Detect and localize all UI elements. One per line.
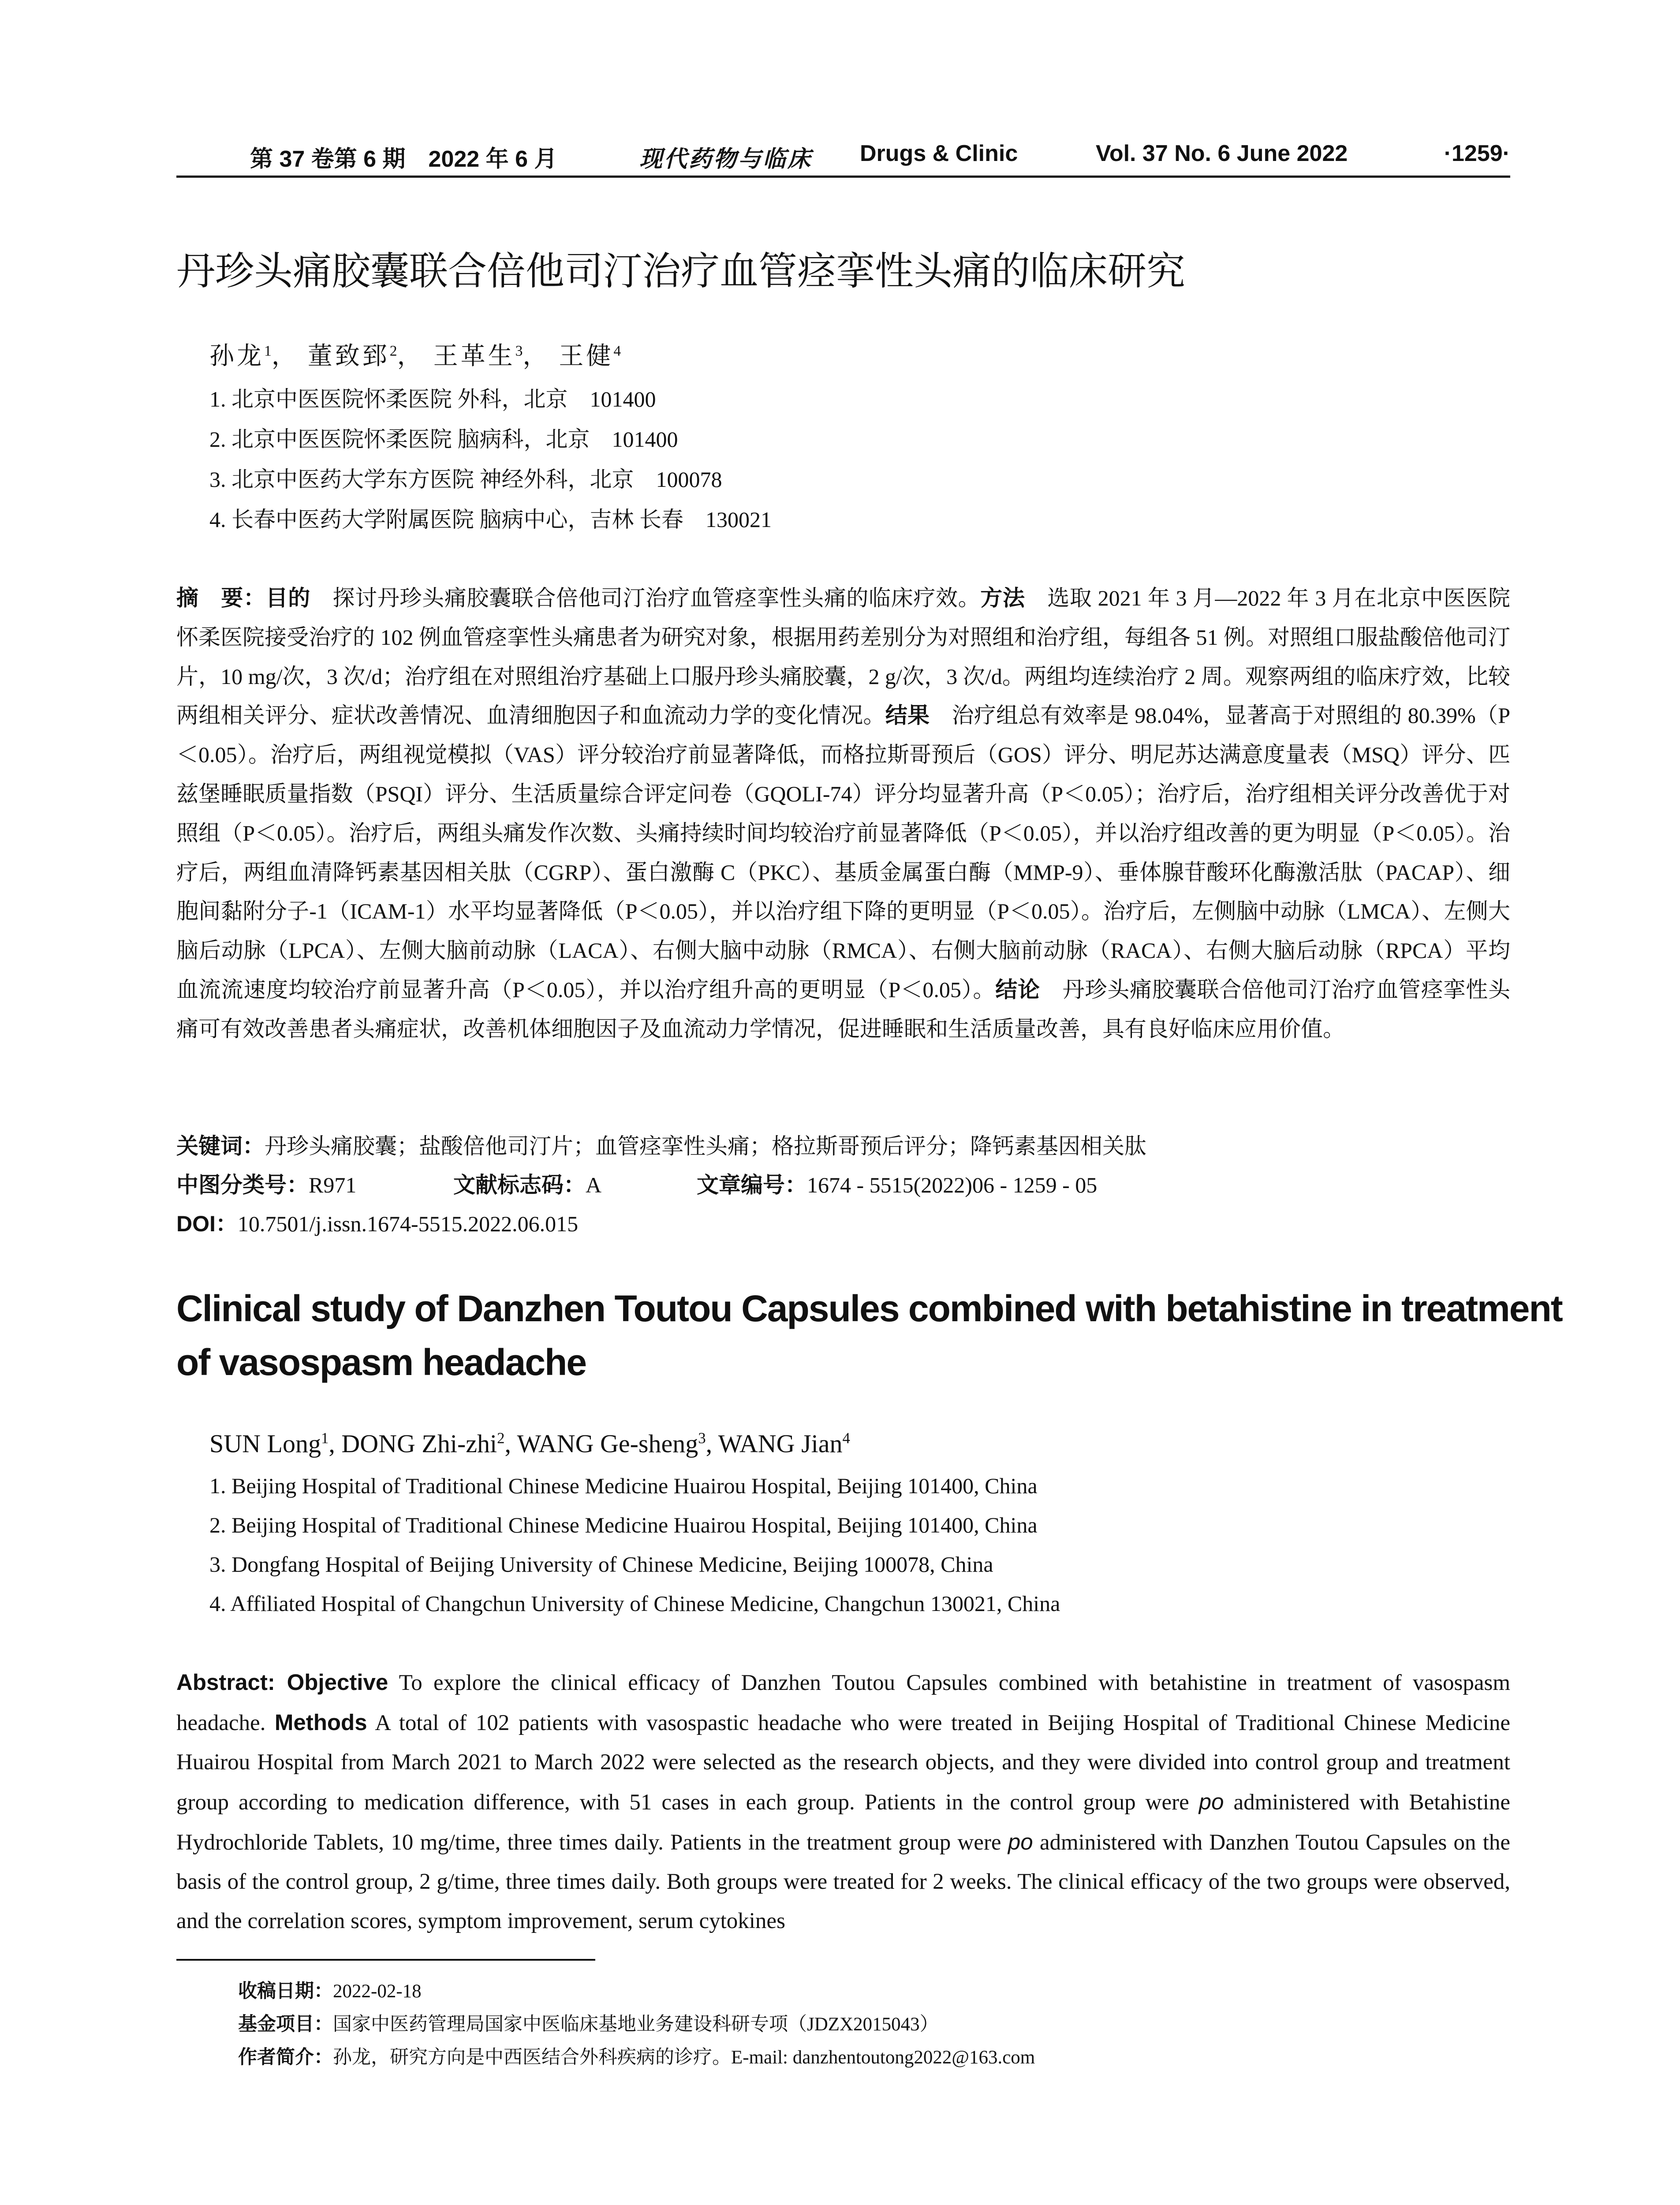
clc-label: 中图分类号： xyxy=(176,1173,309,1197)
footnote-rule xyxy=(176,1959,595,1961)
en-affiliation: 4. Affiliated Hospital of Changchun University of Chinese Medicine, Changchun 130021, China xyxy=(209,1591,1060,1616)
en-affiliation: 1. Beijing Hospital of Traditional Chinese Medicine Huairou Hospital, Beijing 101400, China xyxy=(209,1473,1038,1498)
journal-name-cn: 现代药物与临床 xyxy=(639,146,813,172)
cn-methods-text: 选取 2021 年 3 月—2022 年 3 月在北京中医医院怀柔医院接受治疗的 102 例血管痉挛性头痛患者为研究对象，根据用药差别分为对照组和治疗组，每组各 51 例。对照组口服盐酸倍他司汀片，10 mg/次，3 次/d；治疗组在对照组治疗基础上口服丹珍头痛胶囊，2 g/次，3 次/d。两组均连续治疗 2 周。观察两组的临床疗效，比较两组相关评分、症状改善情况、血清细胞因子和血流动力学的变化情况。 xyxy=(176,586,1511,728)
en-methods-text: A total of 102 patients with vasospastic headache who were treated in Beijing Hospital of Traditional Chinese Medicine Huairou Hospital from March 2021 to March 2022 were selected as the research objects, and they were divided into control group and treatment group according to medication difference, with 51 cases in each group. Patients in the control group were xyxy=(176,1711,1510,1815)
cn-author-sup: 1 xyxy=(264,343,272,359)
cn-abstract-label: 摘 要： xyxy=(176,586,266,610)
cn-title: 丹珍头痛胶囊联合倍他司汀治疗血管痉挛性头痛的临床研究 xyxy=(176,249,1186,293)
en-title xyxy=(176,1282,1562,1389)
en-author-sup: 2 xyxy=(497,1429,505,1447)
cn-authors: 孙龙$^1$， 董致郅$^2$， 王革生$^3$， 王健$^4$ xyxy=(209,343,621,370)
en-abstract-body xyxy=(176,1663,1510,1941)
en-objective-label: Objective xyxy=(287,1670,388,1695)
received-label: 收稿日期： xyxy=(238,1981,333,2002)
clc-code: R971 xyxy=(309,1173,357,1197)
cn-results-label: 结果 xyxy=(885,703,930,728)
page-number: ·1259· xyxy=(1444,141,1510,166)
classification-row xyxy=(176,1166,1510,1204)
volume-info: Vol. 37 No. 6 June 2022 xyxy=(1096,141,1348,166)
cn-conclusion-text: 丹珍头痛胶囊联合倍他司汀治疗血管痉挛性头痛可有效改善患者头痛症状，改善机体细胞因子及血流动力学情况，促进睡眠和生活质量改善，具有良好临床应用价值。 xyxy=(176,977,1511,1041)
route-po: po xyxy=(1198,1789,1224,1814)
cn-methods-label: 方法 xyxy=(980,586,1025,610)
author-value: 孙龙，研究方向是中西医结合外科疾病的诊疗。E-mail: danzhentoutong2022@163.com xyxy=(333,2047,1035,2068)
en-affiliation: 2. Beijing Hospital of Traditional Chinese Medicine Huairou Hospital, Beijing 101400, China xyxy=(209,1513,1038,1537)
cn-meta xyxy=(176,1127,1510,1243)
articleno: 1674 - 5515(2022)06 - 1259 - 05 xyxy=(807,1173,1098,1197)
en-author-sup: 3 xyxy=(698,1429,706,1447)
cn-conclusion-label: 结论 xyxy=(995,977,1040,1002)
cn-affiliation: 2. 北京中医医院怀柔医院 脑病科，北京 101400 xyxy=(209,427,678,452)
cn-author-sup: 2 xyxy=(389,343,397,359)
en-authors: SUN Long$^1$, DONG Zhi-zhi$^2$, WANG Ge-sheng$^3$, WANG Jian$^4$ xyxy=(209,1429,850,1458)
cn-affiliation: 3. 北京中医药大学东方医院 神经外科，北京 100078 xyxy=(209,467,722,492)
en-abstract xyxy=(176,1663,1510,1941)
keywords-label: 关键词： xyxy=(176,1134,265,1159)
cn-author-name: 王健 xyxy=(559,343,614,370)
en-methods-text: administered with Danzhen Toutou Capsules on the basis of the control group, 2 g/time, three times daily. Both groups were treated for 2 weeks. The clinical efficacy of the two groups were observed, and the correlation scores, symptom improvement, serum cytokines xyxy=(176,1830,1510,1933)
author-label: 作者简介： xyxy=(238,2047,333,2068)
cn-affiliations xyxy=(209,379,1488,540)
cn-abstract-body xyxy=(176,579,1510,1049)
route-po: po xyxy=(1008,1829,1033,1854)
doi-label: DOI： xyxy=(176,1211,238,1236)
en-author-name: WANG Ge-sheng xyxy=(517,1429,698,1458)
articleno-label: 文章编号： xyxy=(697,1173,807,1197)
keywords: 丹珍头痛胶囊；盐酸倍他司汀片；血管痉挛性头痛；格拉斯哥预后评分；降钙素基因相关肽 xyxy=(265,1134,1146,1159)
en-author-name: WANG Jian xyxy=(718,1429,843,1458)
cn-author-name: 孙龙 xyxy=(209,343,264,370)
cn-results-text: 治疗组总有效率是 98.04%，显著高于对照组的 80.39%（P＜0.05）。治疗后，两组视觉模拟（VAS）评分较治疗前显著降低，而格拉斯哥预后（GOS）评分、明尼苏达满意度量表（MSQ）评分、匹兹堡睡眠质量指数（PSQI）评分、生活质量综合评定问卷（GQOLI-74）评分均显著升高（P＜0.05）；治疗后，治疗组相关评分改善优于对照组（P＜0.05）。治疗后，两组头痛发作次数、头痛持续时间均较治疗前显著降低（P＜0.05），并以治疗组改善的更为明显（P＜0.05）。治疗后，两组血清降钙素基因相关肽（CGRP）、蛋白激酶 C（PKC）、基质金属蛋白酶（MMP-9）、垂体腺苷酸环化酶激活肽（PACAP）、细胞间黏附分子-1（ICAM-1）水平均显著降低（P＜0.05），并以治疗组下降的更明显（P＜0.05）。治疗后，左侧脑中动脉（LMCA）、左侧大脑后动脉（LPCA）、左侧大脑前动脉（LACA）、右侧大脑中动脉（RMCA）、右侧大脑前动脉（RACA）、右侧大脑后动脉（RPCA）平均血流流速度均较治疗前显著升高（P＜0.05），并以治疗组升高的更明显（P＜0.05）。 xyxy=(176,703,1511,1002)
cn-author-name: 王革生 xyxy=(433,343,515,370)
doccode: A xyxy=(586,1173,602,1197)
issue-info: 第 37 卷第 6 期 2022 年 6 月 xyxy=(250,146,557,172)
fund-value: 国家中医药管理局国家中医临床基地业务建设科研专项（JDZX2015043） xyxy=(333,2014,939,2035)
received-value: 2022-02-18 xyxy=(333,1981,422,2002)
en-affiliation: 3. Dongfang Hospital of Beijing University of Chinese Medicine, Beijing 100078, China xyxy=(209,1552,993,1577)
en-author-name: SUN Long xyxy=(209,1429,321,1458)
header-rule xyxy=(176,176,1510,178)
cn-abstract xyxy=(176,579,1510,1049)
doccode-label: 文献标志码： xyxy=(453,1173,586,1197)
cn-affiliation: 1. 北京中医医院怀柔医院 外科，北京 101400 xyxy=(209,387,656,411)
cn-author-sup: 3 xyxy=(515,343,523,359)
received-date xyxy=(238,1975,1473,2008)
cn-objective-text: 探讨丹珍头痛胶囊联合倍他司汀治疗血管痉挛性头痛的临床疗效。 xyxy=(310,586,981,610)
cn-affiliation: 4. 长春中医药大学附属医院 脑病中心，吉林 长春 130021 xyxy=(209,507,772,532)
en-methods-label: Methods xyxy=(274,1710,367,1735)
en-title-line: of vasospasm headache xyxy=(176,1342,586,1383)
doi: 10.7501/j.issn.1674-5515.2022.06.015 xyxy=(237,1211,579,1236)
en-affiliations xyxy=(209,1466,1488,1623)
en-title-line: Clinical study of Danzhen Toutou Capsules combined with betahistine in treatment xyxy=(176,1288,1562,1329)
en-author-name: DONG Zhi-zhi xyxy=(341,1429,497,1458)
running-header xyxy=(176,140,1510,176)
footnotes xyxy=(238,1975,1473,2074)
en-objective-text: To explore the clinical efficacy of Danzhen Toutou Capsules combined with betahistine in treatment of vasospasm headache. xyxy=(176,1671,1510,1735)
journal-name-en: Drugs & Clinic xyxy=(860,141,1018,166)
author-bio xyxy=(238,2041,1473,2074)
doi-row xyxy=(176,1204,1510,1243)
en-methods-text: administered with Betahistine Hydrochloride Tablets, 10 mg/time, three times daily. Patients in the treatment group were xyxy=(176,1790,1510,1855)
en-author-sup: 4 xyxy=(842,1429,850,1447)
fund-label: 基金项目： xyxy=(238,2014,333,2035)
cn-author-sup: 4 xyxy=(613,343,621,359)
cn-author-name: 董致郅 xyxy=(307,343,390,370)
en-author-sup: 1 xyxy=(321,1429,329,1447)
keywords-row xyxy=(176,1127,1510,1166)
cn-objective-label: 目的 xyxy=(265,586,310,610)
fund-info xyxy=(238,2008,1473,2041)
en-abstract-label: Abstract: xyxy=(176,1670,287,1695)
